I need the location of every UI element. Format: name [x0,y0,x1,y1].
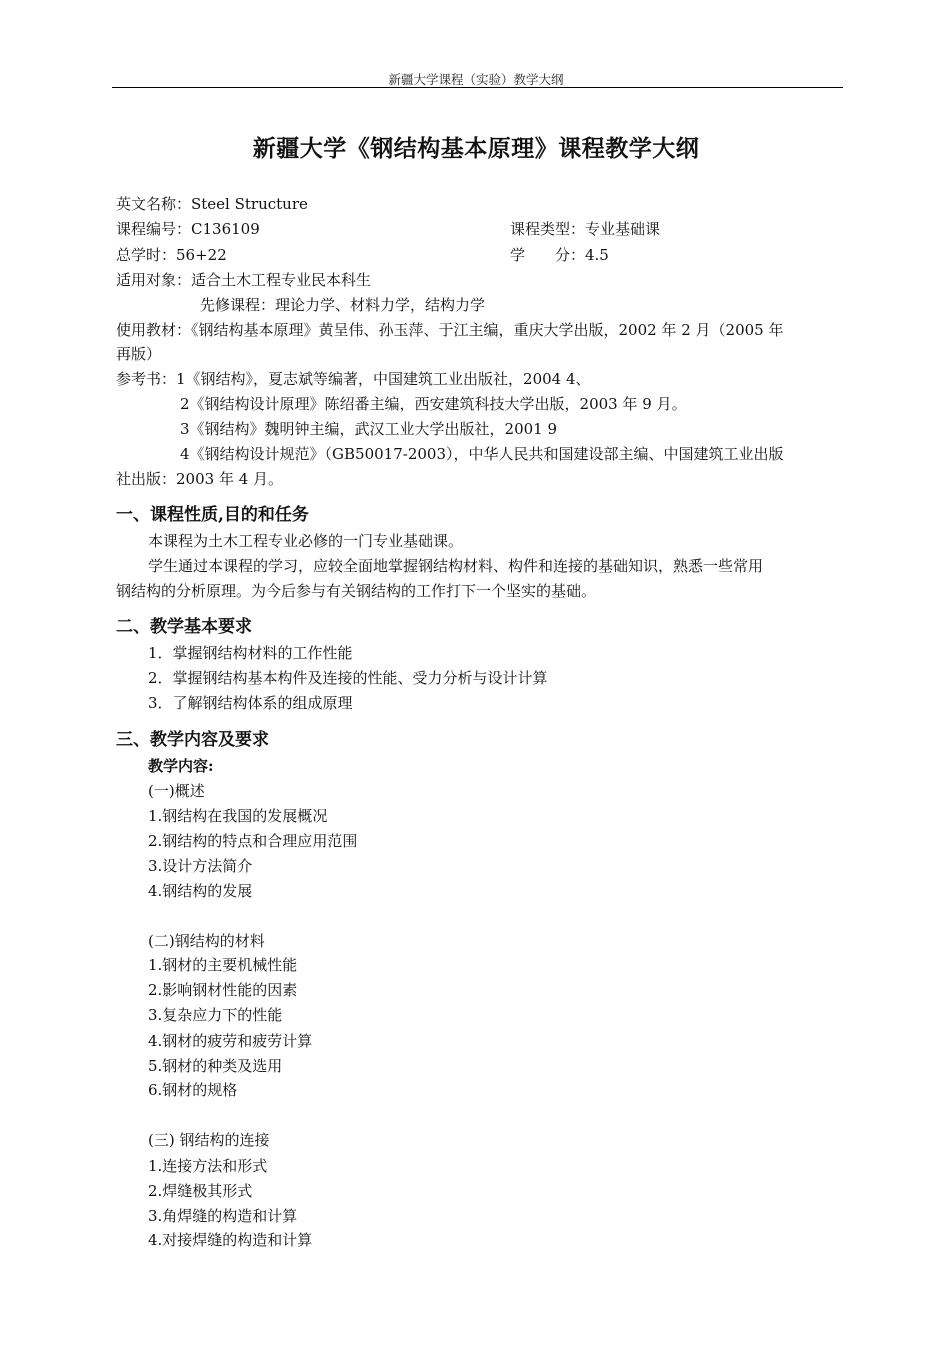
list-item: 3.设计方法简介 [148,857,253,875]
list-item: 3.复杂应力下的性能 [148,1006,283,1024]
list-item: 2.焊缝极其形式 [148,1182,253,1200]
part-2-title: (二)钢结构的材料 [148,932,265,950]
section-2-heading: 二、教学基本要求 [116,617,252,637]
textbook-line-2: 再版） [116,345,162,363]
list-item: 1.连接方法和形式 [148,1157,268,1175]
reference-2: 2《钢结构设计原理》陈绍番主编，西安建筑科技大学出版，2003 年 9 月。 [180,395,687,413]
list-item: 6.钢材的规格 [148,1081,238,1099]
reference-4-line-2: 社出版：2003 年 4 月。 [116,470,284,488]
course-code: 课程编号：C136109 [116,220,260,238]
section-1-paragraph-2-line-2: 钢结构的分析原理。为今后参与有关钢结构的工作打下一个坚实的基础。 [116,582,597,600]
reference-3: 3《钢结构》魏明钟主编，武汉工业大学出版社，2001 9 [180,420,558,438]
total-hours: 总学时：56+22 [116,246,227,264]
textbook-line-1: 使用教材：《钢结构基本原理》黄呈伟、孙玉萍、于江主编，重庆大学出版，2002 年 2 月（2005 年 [116,321,784,339]
prerequisites: 先修课程：理论力学、材料力学，结构力学 [200,296,486,314]
part-1-title: (一)概述 [148,782,205,800]
section-3-heading: 三、教学内容及要求 [116,730,269,750]
list-item: 4.对接焊缝的构造和计算 [148,1231,313,1249]
credits: 学 分：4.5 [510,246,609,264]
course-type: 课程类型：专业基础课 [510,220,661,238]
list-item: 5.钢材的种类及选用 [148,1057,283,1075]
english-name: 英文名称：Steel Structure [116,195,308,213]
list-item: 1.钢结构在我国的发展概况 [148,807,328,825]
header-rule [112,87,843,88]
target-audience: 适用对象：适合土木工程专业民本科生 [116,271,372,289]
document-title: 新疆大学《钢结构基本原理》课程教学大纲 [252,135,700,162]
section-1-heading: 一、课程性质,目的和任务 [116,505,309,525]
list-item: 4.钢结构的发展 [148,882,253,900]
list-item: 3.角焊缝的构造和计算 [148,1207,298,1225]
list-item: 1．掌握钢结构材料的工作性能 [148,644,353,662]
reference-4-line-1: 4《钢结构设计规范》（GB50017-2003），中华人民共和国建设部主编、中国建筑工业出版 [180,445,784,463]
section-3-subheading: 教学内容: [148,757,214,775]
header-text: 新疆大学课程（实验）教学大纲 [388,72,564,87]
list-item: 3．了解钢结构体系的组成原理 [148,694,353,712]
list-item: 2.钢结构的特点和合理应用范围 [148,832,358,850]
list-item: 4.钢材的疲劳和疲劳计算 [148,1032,313,1050]
part-3-title: (三) 钢结构的连接 [148,1131,270,1149]
list-item: 2.影响钢材性能的因素 [148,981,298,999]
reference-1: 参考书：1《钢结构》，夏志斌等编著，中国建筑工业出版社，2004 4、 [116,370,591,388]
list-item: 2．掌握钢结构基本构件及连接的性能、受力分析与设计计算 [148,669,548,687]
section-1-paragraph-1: 本课程为土木工程专业必修的一门专业基础课。 [148,532,464,550]
list-item: 1.钢材的主要机械性能 [148,956,298,974]
section-1-paragraph-2-line-1: 学生通过本课程的学习，应较全面地掌握钢结构材料、构件和连接的基础知识，熟悉一些常用 [148,557,764,575]
